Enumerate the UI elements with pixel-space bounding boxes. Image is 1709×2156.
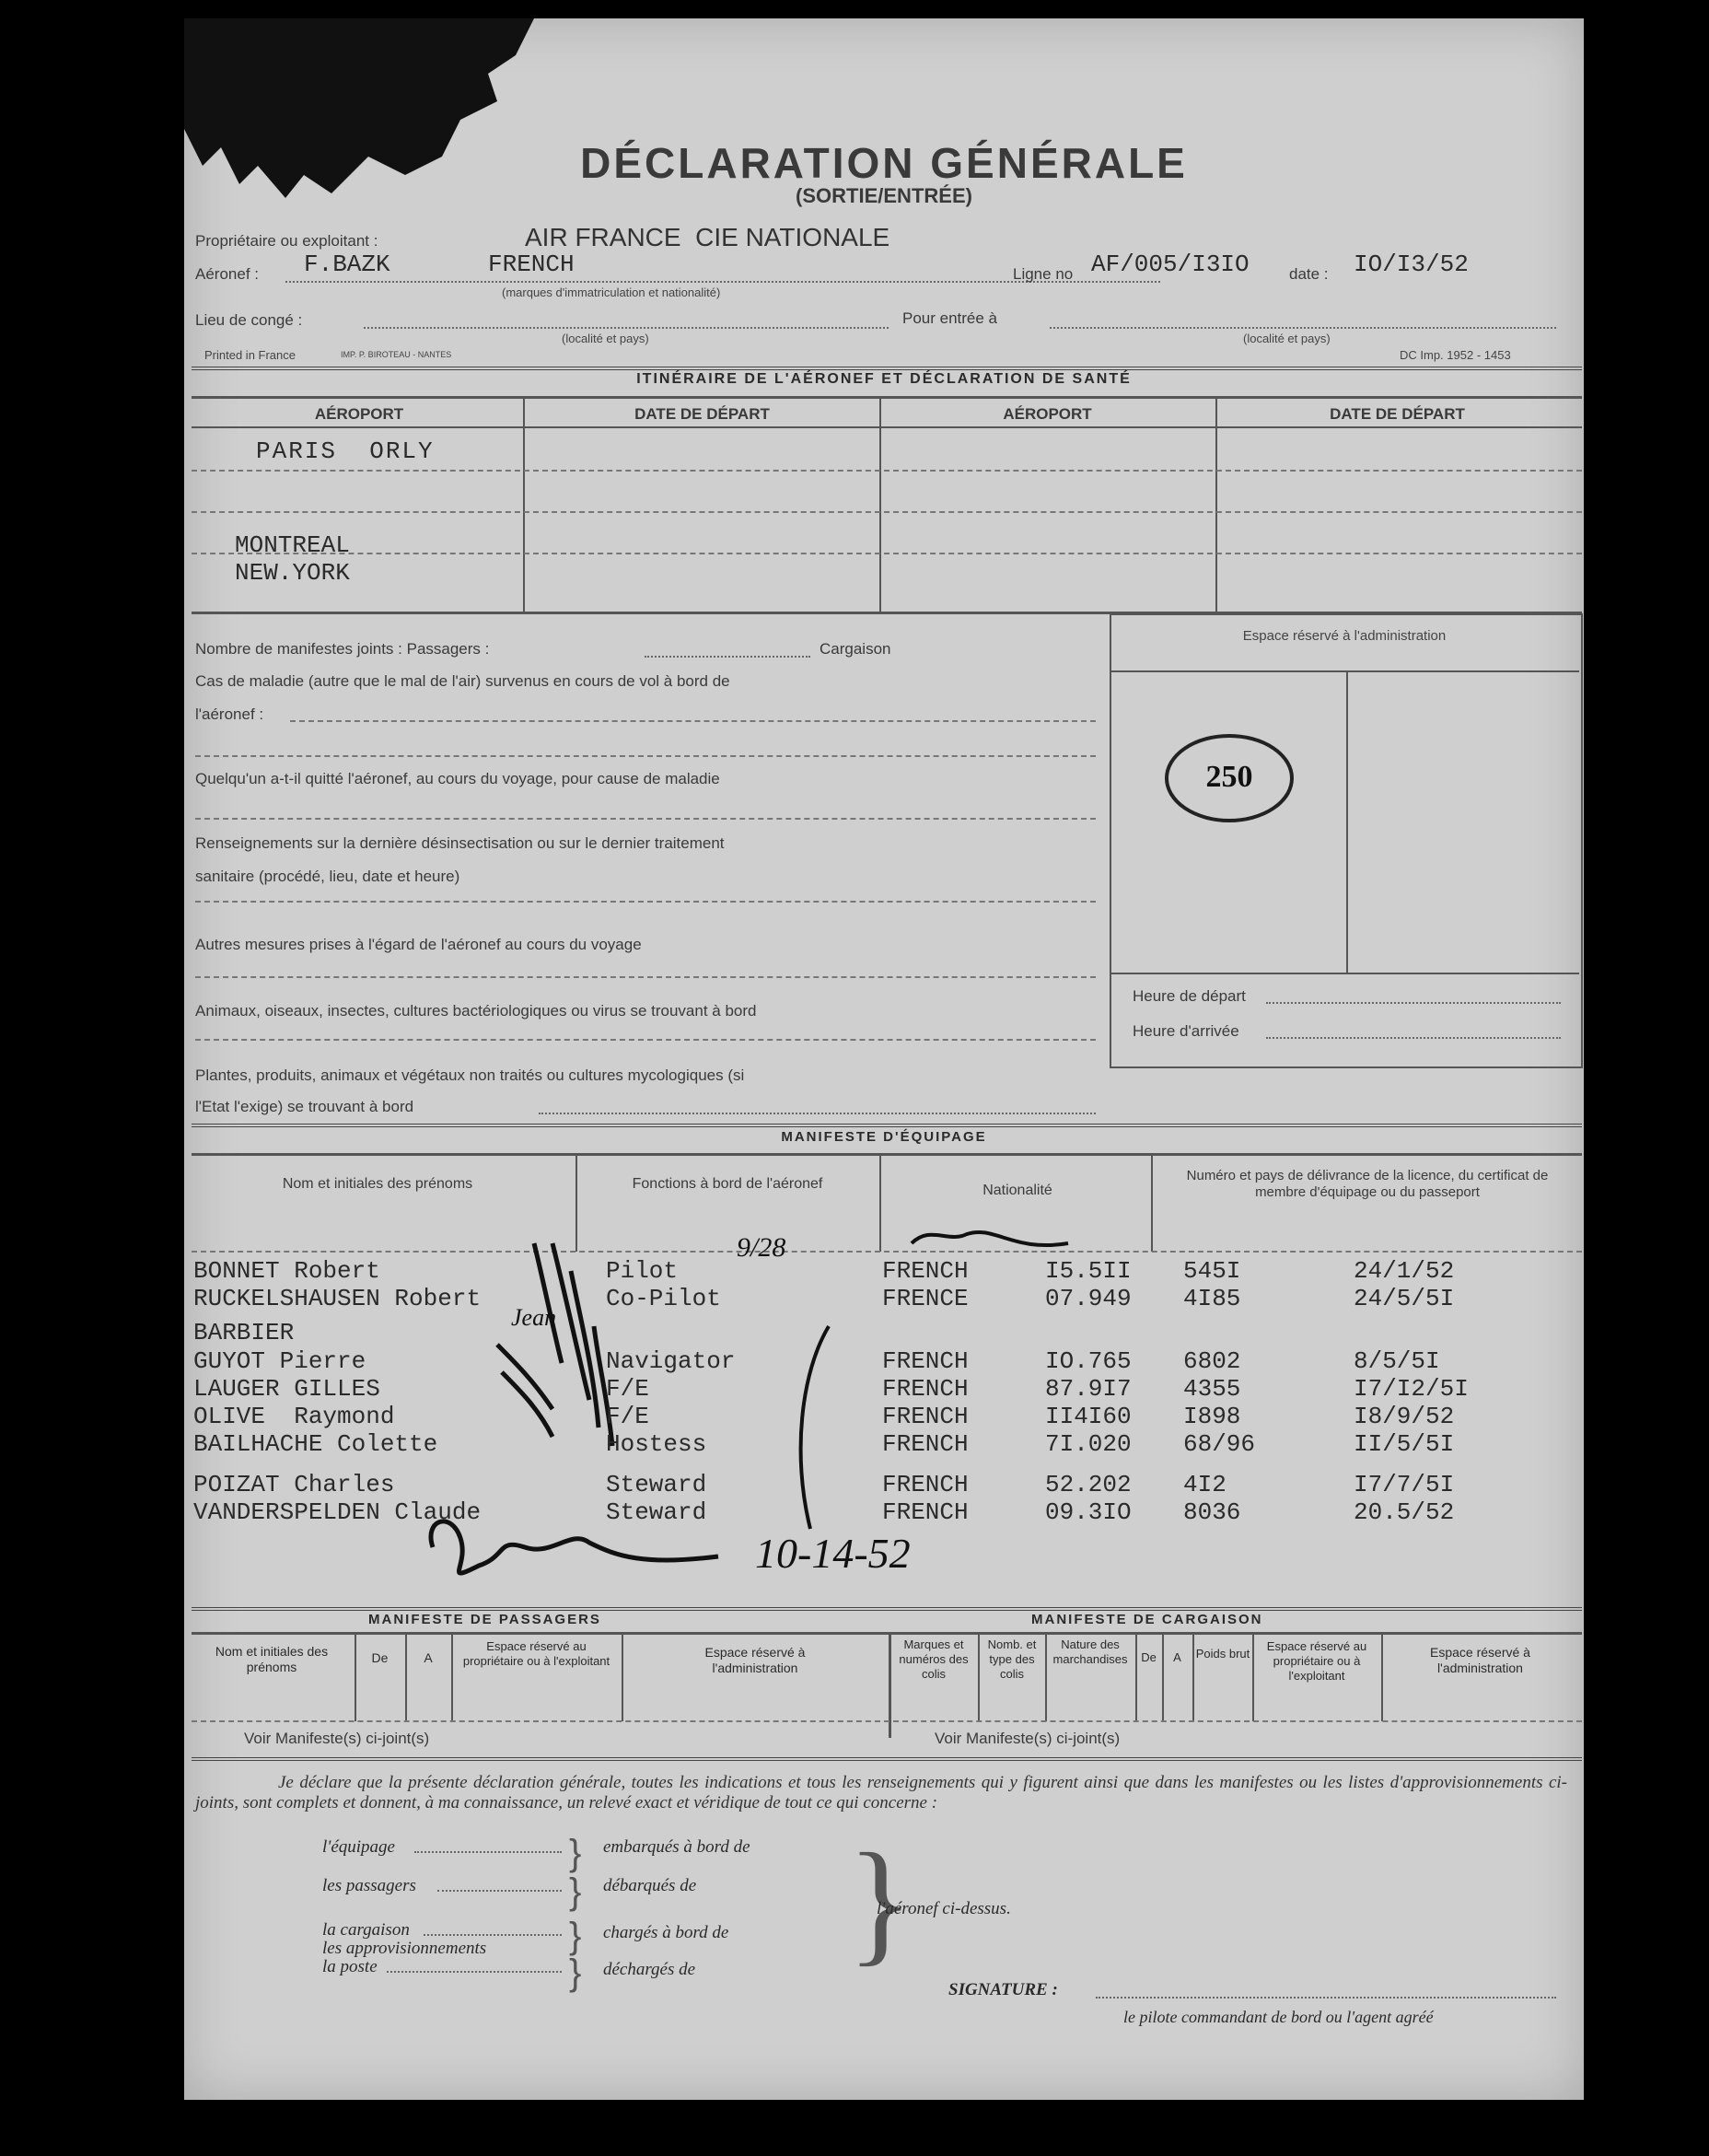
decl-big-brace: } [847,1825,913,1978]
itin-airport-montreal: MONTREAL [235,531,350,559]
lieu-hint: (localité et pays) [562,332,649,345]
health-q4: Renseignements sur la dernière désinsectisation ou sur le dernier traitement [195,834,725,852]
lieu-line [364,327,889,329]
pax-divider-2 [405,1634,407,1721]
crew-row-name: LAUGER GILLES [193,1375,380,1403]
pax-divider-1 [355,1634,356,1721]
passenger-heading: MANIFESTE DE PASSAGERS [368,1612,601,1627]
owner-label: Propriétaire ou exploitant : [195,232,378,250]
cargo-col-de: De [1141,1650,1157,1664]
crew-row-lic: 6802 [1183,1347,1241,1375]
crew-row-date: II/5/5I [1354,1430,1455,1458]
crew-row-lic: 68/96 [1183,1430,1256,1458]
itin-airport-paris: PARIS ORLY [256,437,435,465]
health-q7-line [539,1113,1096,1114]
health-q1: Nombre de manifestes joints : Passagers : [195,640,490,658]
health-q5: Autres mesures prises à l'égard de l'aéronef au cours du voyage [195,936,642,953]
itin-row-line-2 [192,511,1582,513]
cargo-col-owner: Espace réservé au propriétaire ou à l'exploitant [1266,1639,1367,1683]
itinerary-top-rule [192,367,1582,370]
date-label: date : [1289,265,1329,283]
decl-brace-4: } [569,1952,582,1993]
pax-col-owner: Espace réservé au propriétaire ou à l'exploitant [462,1639,610,1668]
manifest-header-rule [192,1632,1582,1635]
cargo-col-marks: Marques et numéros des colis [899,1637,969,1681]
itin-col-date-2: DATE DE DÉPART [1330,405,1465,423]
crew-row-role: Pilot [606,1257,679,1285]
crew-row-num: 52.202 [1045,1471,1132,1498]
crew-row-role: Steward [606,1471,707,1498]
decl-passagers: les passagers [322,1876,416,1895]
pax-col-a: A [424,1650,433,1665]
crew-row-name: BAILHACHE Colette [193,1430,438,1458]
crew-row-date: 24/5/5I [1354,1285,1455,1312]
crew-row-role: F/E [606,1375,649,1403]
decl-equipage: l'équipage [322,1837,395,1857]
health-q2b: l'aéronef : [195,705,264,723]
manifest-top-rule [192,1607,1582,1611]
decl-line-4 [387,1971,562,1973]
crew-heading: MANIFESTE D'ÉQUIPAGE [781,1129,987,1145]
health-q6-line [195,1039,1096,1041]
admin-arrivee-line [1266,1037,1561,1039]
crew-row-name: POIZAT Charles [193,1471,395,1498]
cargo-divider-3 [1135,1634,1137,1721]
form-title: DÉCLARATION GÉNÉRALE [580,139,1188,187]
crew-row-nat: FRENCE [882,1285,969,1312]
crew-row-name: VANDERSPELDEN Claude [193,1498,482,1526]
itin-divider-2 [879,398,881,612]
manifest-sub-rule [192,1720,1582,1722]
decl-embarques: embarqués à bord de [603,1837,750,1857]
crew-row-num: 09.3IO [1045,1498,1132,1526]
crew-row-num: 7I.020 [1045,1430,1132,1458]
admin-box-divider [1346,670,1348,973]
itin-col-airport-2: AÉROPORT [1003,405,1092,423]
pax-col-name: Nom et initiales des prénoms [215,1644,329,1674]
decl-aeronef: l'aéronef ci-dessus. [877,1899,1011,1918]
decl-cargaison: la cargaison [322,1920,410,1940]
crew-row-name: BARBIER [193,1319,295,1346]
admin-depart-line [1266,1002,1561,1004]
crew-row-role: Steward [606,1498,707,1526]
health-q3-line [195,818,1096,820]
pour-line [1050,327,1556,329]
signature-label: SIGNATURE : [948,1980,1058,1999]
crew-col-role: Fonctions à bord de l'aéronef [632,1176,823,1192]
crew-row-num: 07.949 [1045,1285,1132,1312]
crew-row-nat: FRENCH [882,1375,969,1403]
pax-divider-3 [451,1634,453,1721]
itin-row-line-3 [192,553,1582,554]
pax-col-admin: Espace réservé à l'administration [704,1645,806,1675]
pax-divider-4 [622,1634,623,1721]
crew-row-lic: 4I85 [1183,1285,1241,1312]
decl-brace-1: } [569,1833,582,1873]
crew-row-lic: 8036 [1183,1498,1241,1526]
crew-row-name: RUCKELSHAUSEN Robert [193,1285,482,1312]
decl-decharges: déchargés de [603,1960,696,1979]
health-q2-line-2 [195,755,1096,757]
signature-hint: le pilote commandant de bord ou l'agent agréé [1123,2008,1434,2026]
decl-line-1 [414,1851,562,1853]
health-q4b: sanitaire (procédé, lieu, date et heure) [195,868,460,885]
document-page [184,18,1584,2100]
lieu-label: Lieu de congé : [195,311,303,329]
crew-row-nat: FRENCH [882,1430,969,1458]
cargo-heading: MANIFESTE DE CARGAISON [1031,1612,1263,1627]
handwritten-jean: Jean [511,1304,557,1331]
crew-row-date: I8/9/52 [1354,1403,1455,1430]
cargo-divider-4 [1162,1634,1164,1721]
itin-airport-newyork: NEW.YORK [235,559,350,587]
aircraft-nationality: FRENCH [488,251,575,278]
line-number: AF/005/I3IO [1091,251,1250,278]
crew-row-nat: FRENCH [882,1257,969,1285]
crew-row-date: I7/I2/5I [1354,1375,1469,1403]
decl-line-2 [437,1890,562,1892]
line-label: Ligne no [1013,265,1074,283]
itin-row-line-1 [192,470,1582,472]
itin-col-date-1: DATE DE DÉPART [634,405,770,423]
health-q6: Animaux, oiseaux, insectes, cultures bactériologiques ou virus se trouvant à bord [195,1002,757,1020]
crew-row-nat: FRENCH [882,1403,969,1430]
crew-row-num: IO.765 [1045,1347,1132,1375]
handwritten-mark: 9/28 [737,1232,786,1263]
health-q1-line [645,656,810,658]
crew-row-lic: 545I [1183,1257,1241,1285]
crew-row-num: II4I60 [1045,1403,1132,1430]
crew-row-num: 87.9I7 [1045,1375,1132,1403]
itinerary-header-rule [192,396,1582,399]
health-q7: Plantes, produits, animaux et végétaux non traités ou cultures mycologiques (si [195,1066,745,1084]
health-q7b: l'Etat l'exige) se trouvant à bord [195,1098,414,1115]
crew-row-role: Navigator [606,1347,736,1375]
crew-col-name: Nom et initiales des prénoms [282,1176,473,1192]
aircraft-label: Aéronef : [195,265,259,283]
crew-row-lic: 4I2 [1183,1471,1227,1498]
itin-col-airport-1: AÉROPORT [314,405,404,423]
health-q2-line-1 [290,720,1096,722]
pour-label: Pour entrée à [902,309,998,327]
itin-divider-3 [1215,398,1217,612]
signature-line [1096,1997,1556,1999]
decl-brace-3: } [569,1916,582,1956]
itinerary-sub-rule [192,426,1582,428]
crew-row-name: GUYOT Pierre [193,1347,366,1375]
admin-box-title: Espace réservé à l'administration [1242,628,1447,644]
crew-row-date: I7/7/5I [1354,1471,1455,1498]
admin-box-rule-2 [1110,973,1579,974]
declaration-text: Je déclare que la présente déclaration générale, toutes les indications et tous les renseignements qui y figurent ainsi que dans les manifestes ou les listes d'approvisionnements ci-joints, sont complets et donnent, à ma connaissance, un relevé exact et véridique de tout ce qui concerne : [195,1773,1567,1812]
crew-row-nat: FRENCH [882,1498,969,1526]
crew-col-license: Numéro et pays de délivrance de la licence, du certificat de membre d'équipage ou du passeport [1186,1168,1549,1200]
printer-note: IMP. P. BIROTEAU - NANTES [341,350,452,359]
manifest-bottom-rule [192,1757,1582,1761]
form-reference: DC Imp. 1952 - 1453 [1400,348,1511,362]
stamp-number: 250 [1205,760,1253,794]
decl-brace-2: } [569,1871,582,1912]
crew-row-lic: 4355 [1183,1375,1241,1403]
cargo-col-nature: Nature des marchandises [1052,1637,1128,1666]
health-q3: Quelqu'un a-t-il quitté l'aéronef, au cours du voyage, pour cause de maladie [195,770,720,787]
crew-row-date: 8/5/5I [1354,1347,1440,1375]
admin-heure-depart: Heure de départ [1133,987,1246,1005]
decl-debarques: débarqués de [603,1876,697,1895]
decl-charges: chargés à bord de [603,1923,729,1942]
crew-row-name: OLIVE Raymond [193,1403,395,1430]
cargo-divider-7 [1381,1634,1383,1721]
itinerary-heading: ITINÉRAIRE DE L'AÉRONEF ET DÉCLARATION DE SANTÉ [636,371,1132,387]
decl-poste: la poste [322,1957,378,1976]
aircraft-hint: (marques d'immatriculation et nationalité) [502,286,721,299]
crew-row-lic: I898 [1183,1403,1241,1430]
crew-row-num: I5.5II [1045,1257,1132,1285]
decl-line-3 [424,1934,562,1936]
crew-row-role: Co-Pilot [606,1285,721,1312]
form-subtitle: (SORTIE/ENTRÉE) [796,184,972,207]
crew-top-rule [192,1124,1582,1127]
pour-hint: (localité et pays) [1243,332,1331,345]
date-value: IO/I3/52 [1354,251,1469,278]
pax-col-de: De [371,1650,389,1665]
owner-value: AIR FRANCE CIE NATIONALE [525,223,890,251]
crew-row-role: Hostess [606,1430,707,1458]
crew-col-nat: Nationalité [982,1183,1052,1198]
health-q5-line [195,976,1096,978]
pax-voir: Voir Manifeste(s) ci-joint(s) [244,1730,430,1747]
crew-header-rule [192,1153,1582,1156]
cargo-col-admin: Espace réservé à l'administration [1430,1645,1530,1675]
admin-heure-arrivee: Heure d'arrivée [1133,1022,1239,1040]
crew-row-nat: FRENCH [882,1471,969,1498]
cargo-col-count: Nomb. et type des colis [987,1637,1037,1681]
itin-divider-1 [523,398,525,612]
aircraft-registration: F.BAZK [304,251,390,278]
admin-box-rule [1110,670,1579,672]
crew-row-name: BONNET Robert [193,1257,380,1285]
printed-note: Printed in France [204,348,296,362]
crew-row-nat: FRENCH [882,1347,969,1375]
crew-row-date: 24/1/52 [1354,1257,1455,1285]
crew-row-date: 20.5/52 [1354,1498,1455,1526]
health-q1-cargo: Cargaison [820,640,891,658]
cargo-col-a: A [1173,1650,1181,1664]
decl-approvisionnements: les approvisionnements [322,1939,487,1958]
crew-row-role: F/E [606,1403,649,1430]
cargo-col-weight: Poids brut [1195,1647,1250,1661]
cargo-voir: Voir Manifeste(s) ci-joint(s) [935,1730,1121,1747]
health-q2: Cas de maladie (autre que le mal de l'air) survenus en cours de vol à bord de [195,672,730,690]
health-q4-line [195,901,1096,903]
handwritten-date: 10-14-52 [755,1530,911,1577]
